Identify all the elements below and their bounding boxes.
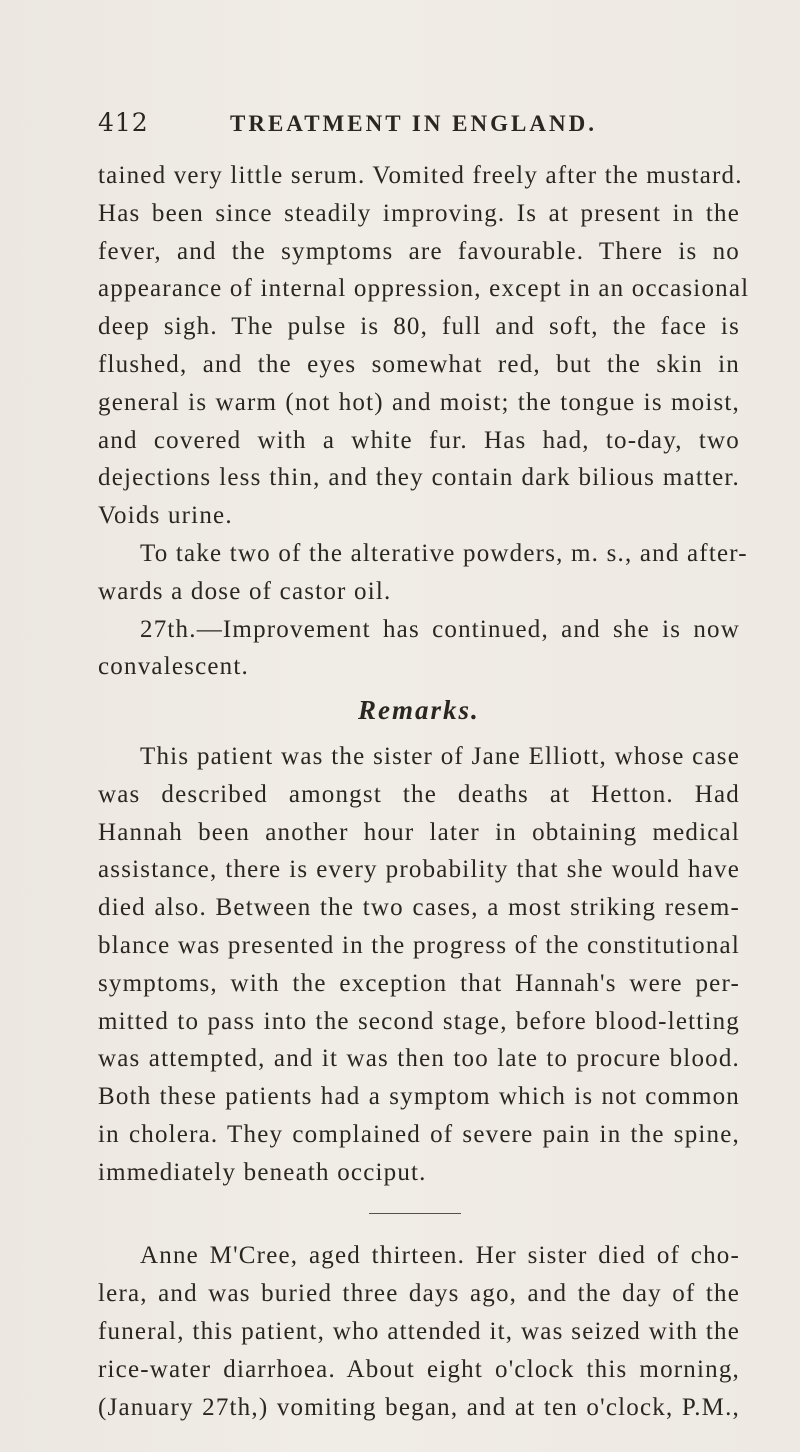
text-line: This patient was the sister of Jane Elliott, whose case [140,743,740,770]
text-line: blance was presented in the progress of the constitutional [98,932,740,959]
text-line: 27th.—Improvement has continued, and she is now [140,616,740,643]
text-line: dejections less thin, and they contain dark bilious matter. [98,464,740,491]
text-line: To take two of the alterative powders, m. s., and after- [140,540,748,567]
text-line: rice-water diarrhoea. About eight o'clock this morning, [98,1356,740,1383]
text-line: and covered with a white fur. Has had, to-day, two [98,427,740,454]
text-line: tained very little serum. Vomited freely after the mustard. [98,162,743,189]
text-line: immediately beneath occiput. [98,1159,427,1186]
text-line: was described amongst the deaths at Hetton. Had [98,781,740,808]
running-title: TREATMENT IN ENGLAND. [230,111,597,136]
text-line: general is warm (not hot) and moist; the tongue is moist, [98,389,740,416]
running-head [98,103,748,143]
text-line: (January 27th,) vomiting began, and at ten o'clock, P.M., [98,1394,740,1421]
text-line: was attempted, and it was then too late to procure blood. [98,1045,740,1072]
text-line: in cholera. They complained of severe pain in the spine, [98,1121,740,1148]
text-line: mitted to pass into the second stage, before blood-letting [98,1008,740,1035]
text-line: funeral, this patient, who attended it, was seized with the [98,1318,740,1345]
text-line: Hannah been another hour later in obtaining medical [98,819,740,846]
text-line: Has been since steadily improving. Is at present in the [98,200,740,227]
text-line: convalescent. [98,653,249,680]
text-line: died also. Between the two cases, a most striking resem- [98,894,740,921]
text-line: assistance, there is every probability that she would have [98,856,740,883]
text-line: Voids urine. [98,502,233,529]
section-heading: Remarks. [358,695,480,725]
text-line: symptoms, with the exception that Hannah's were per- [98,970,740,997]
text-line: deep sigh. The pulse is 80, full and soft, the face is [98,313,740,340]
text-line: Anne M'Cree, aged thirteen. Her sister died of cho- [140,1242,740,1269]
text-line: appearance of internal oppression, except in an occasional [98,275,750,302]
text-line: flushed, and the eyes somewhat red, but the skin in [98,351,740,378]
text-line: fever, and the symptoms are favourable. There is no [98,238,740,265]
section-divider [369,1213,461,1214]
text-line: Both these patients had a symptom which is not common [98,1083,740,1110]
text-line: wards a dose of castor oil. [98,578,392,605]
page-number: 412 [98,108,149,137]
text-line: lera, and was buried three days ago, and the day of the [98,1280,740,1307]
